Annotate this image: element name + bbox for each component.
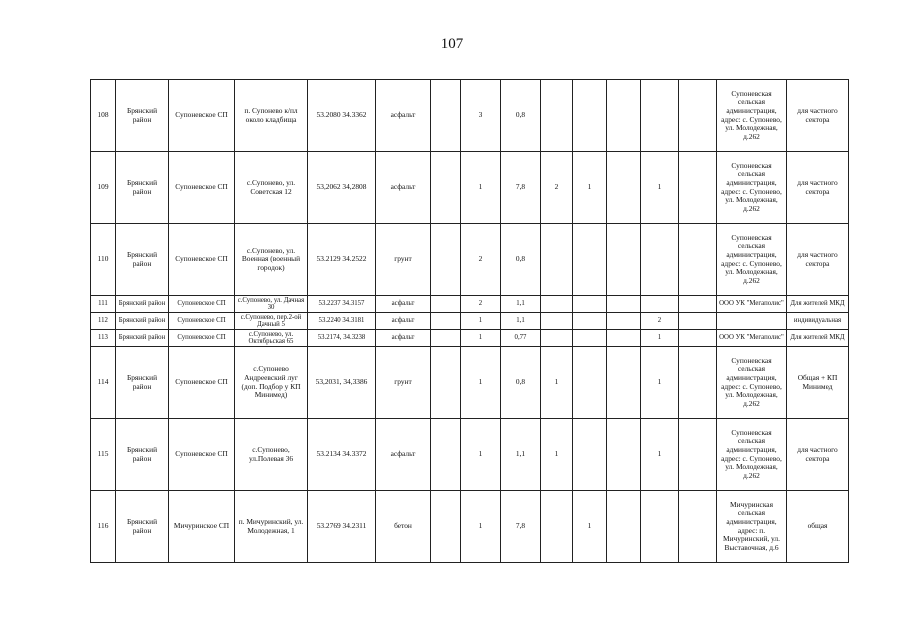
purpose-cell: для частного сектора	[787, 80, 849, 152]
volume-cell: 0,8	[501, 224, 541, 296]
containers-cell: 1	[461, 330, 501, 347]
count-cell	[431, 152, 461, 224]
row-number: 108	[91, 80, 116, 152]
extra-cell-5	[679, 296, 717, 313]
settlement-cell: Супоневское СП	[169, 347, 235, 419]
volume-cell: 0,8	[501, 347, 541, 419]
containers-cell: 1	[461, 419, 501, 491]
extra-cell-2	[573, 224, 607, 296]
extra-cell-4	[641, 80, 679, 152]
owner-cell: Супоневская сельская администрация, адрес: с. Супонево, ул. Молодежная, д.262	[717, 419, 787, 491]
volume-cell: 0,77	[501, 330, 541, 347]
extra-cell-4	[641, 296, 679, 313]
coordinates-cell: 53.2174, 34.3238	[308, 330, 376, 347]
table-row	[91, 419, 849, 491]
settlement-cell: Супоневское СП	[169, 224, 235, 296]
count-cell	[431, 419, 461, 491]
table-body	[91, 80, 849, 563]
purpose-cell: индивидуальная	[787, 313, 849, 330]
owner-cell: ООО УК "Мегаполис"	[717, 296, 787, 313]
containers-cell: 1	[461, 152, 501, 224]
table-row	[91, 80, 849, 152]
row-number: 111	[91, 296, 116, 313]
address-cell: п. Супонево к/пл около кладбища	[235, 80, 308, 152]
settlement-cell: Супоневское СП	[169, 296, 235, 313]
row-number: 115	[91, 419, 116, 491]
district-cell: Брянский район	[116, 152, 169, 224]
settlement-cell: Мичуринское СП	[169, 491, 235, 563]
extra-cell-3	[607, 296, 641, 313]
waste-sites-table	[90, 79, 849, 563]
district-cell: Брянский район	[116, 296, 169, 313]
coordinates-cell: 53.2240 34.3181	[308, 313, 376, 330]
count-cell	[431, 491, 461, 563]
district-cell: Брянский район	[116, 313, 169, 330]
extra-cell-5	[679, 313, 717, 330]
extra-cell-1	[541, 224, 573, 296]
coordinates-cell: 53.2080 34.3362	[308, 80, 376, 152]
settlement-cell: Супоневское СП	[169, 313, 235, 330]
containers-cell: 2	[461, 224, 501, 296]
table-row	[91, 224, 849, 296]
surface-cell: асфальт	[376, 80, 431, 152]
extra-cell-3	[607, 152, 641, 224]
row-number: 109	[91, 152, 116, 224]
extra-cell-4: 1	[641, 347, 679, 419]
extra-cell-2: 1	[573, 152, 607, 224]
owner-cell: Супоневская сельская администрация, адрес: с. Супонево, ул. Молодежная, д.262	[717, 152, 787, 224]
settlement-cell: Супоневское СП	[169, 419, 235, 491]
row-number: 116	[91, 491, 116, 563]
district-cell: Брянский район	[116, 80, 169, 152]
owner-cell: Супоневская сельская администрация, адрес: с. Супонево, ул. Молодежная, д.262	[717, 347, 787, 419]
surface-cell: бетон	[376, 491, 431, 563]
extra-cell-1: 1	[541, 419, 573, 491]
address-cell: с.Супонево, ул. Советская 12	[235, 152, 308, 224]
address-cell: п. Мичуринский, ул. Молодежная, 1	[235, 491, 308, 563]
extra-cell-3	[607, 330, 641, 347]
surface-cell: асфальт	[376, 313, 431, 330]
extra-cell-3	[607, 224, 641, 296]
surface-cell: асфальт	[376, 419, 431, 491]
containers-cell: 1	[461, 313, 501, 330]
extra-cell-4: 1	[641, 152, 679, 224]
coordinates-cell: 53.2134 34.3372	[308, 419, 376, 491]
table-row	[91, 491, 849, 563]
table-row	[91, 330, 849, 347]
row-number: 113	[91, 330, 116, 347]
district-cell: Брянский район	[116, 224, 169, 296]
extra-cell-2: 1	[573, 491, 607, 563]
extra-cell-2	[573, 330, 607, 347]
extra-cell-1	[541, 491, 573, 563]
owner-cell: Супоневская сельская администрация, адрес: с. Супонево, ул. Молодежная, д.262	[717, 224, 787, 296]
table-row	[91, 347, 849, 419]
purpose-cell: Для жителей МКД	[787, 330, 849, 347]
district-cell: Брянский район	[116, 491, 169, 563]
extra-cell-4	[641, 224, 679, 296]
extra-cell-3	[607, 80, 641, 152]
row-number: 110	[91, 224, 116, 296]
table-row	[91, 313, 849, 330]
count-cell	[431, 80, 461, 152]
district-cell: Брянский район	[116, 347, 169, 419]
count-cell	[431, 347, 461, 419]
extra-cell-1	[541, 296, 573, 313]
owner-cell: Супоневская сельская администрация, адрес: с. Супонево, ул. Молодежная, д.262	[717, 80, 787, 152]
extra-cell-5	[679, 224, 717, 296]
address-cell: с.Супонево, ул. Октябрьская 65	[235, 330, 308, 347]
extra-cell-5	[679, 419, 717, 491]
row-number: 114	[91, 347, 116, 419]
purpose-cell: Для жителей МКД	[787, 296, 849, 313]
extra-cell-3	[607, 491, 641, 563]
surface-cell: асфальт	[376, 152, 431, 224]
extra-cell-1	[541, 313, 573, 330]
volume-cell: 0,8	[501, 80, 541, 152]
extra-cell-1: 2	[541, 152, 573, 224]
table-row	[91, 152, 849, 224]
extra-cell-1: 1	[541, 347, 573, 419]
volume-cell: 1,1	[501, 296, 541, 313]
extra-cell-2	[573, 80, 607, 152]
settlement-cell: Супоневское СП	[169, 330, 235, 347]
extra-cell-4: 1	[641, 330, 679, 347]
surface-cell: асфальт	[376, 330, 431, 347]
extra-cell-5	[679, 347, 717, 419]
volume-cell: 1,1	[501, 313, 541, 330]
volume-cell: 7,8	[501, 152, 541, 224]
volume-cell: 1,1	[501, 419, 541, 491]
table-row	[91, 296, 849, 313]
surface-cell: грунт	[376, 347, 431, 419]
extra-cell-4	[641, 491, 679, 563]
extra-cell-3	[607, 313, 641, 330]
extra-cell-2	[573, 419, 607, 491]
extra-cell-5	[679, 330, 717, 347]
extra-cell-1	[541, 330, 573, 347]
extra-cell-3	[607, 419, 641, 491]
district-cell: Брянский район	[116, 419, 169, 491]
settlement-cell: Супоневское СП	[169, 80, 235, 152]
containers-cell: 1	[461, 491, 501, 563]
address-cell: с.Супонево, ул. Дачная 30	[235, 296, 308, 313]
purpose-cell: для частного сектора	[787, 152, 849, 224]
owner-cell: ООО УК "Мегаполис"	[717, 330, 787, 347]
extra-cell-5	[679, 80, 717, 152]
surface-cell: грунт	[376, 224, 431, 296]
coordinates-cell: 53,2062 34,2808	[308, 152, 376, 224]
coordinates-cell: 53.2237 34.3157	[308, 296, 376, 313]
district-cell: Брянский район	[116, 330, 169, 347]
owner-cell	[717, 313, 787, 330]
purpose-cell: для частного сектора	[787, 224, 849, 296]
containers-cell: 2	[461, 296, 501, 313]
surface-cell: асфальт	[376, 296, 431, 313]
extra-cell-2	[573, 313, 607, 330]
count-cell	[431, 296, 461, 313]
purpose-cell: Общая + КП Минимед	[787, 347, 849, 419]
owner-cell: Мичуринская сельская администрация, адрес: п. Мичуринский, ул. Выставочная, д.6	[717, 491, 787, 563]
extra-cell-1	[541, 80, 573, 152]
extra-cell-4: 1	[641, 419, 679, 491]
count-cell	[431, 330, 461, 347]
page-number: 107	[440, 36, 464, 52]
coordinates-cell: 53.2769 34.2311	[308, 491, 376, 563]
address-cell: с.Супонево, ул. Военная (военный городок)	[235, 224, 308, 296]
extra-cell-5	[679, 152, 717, 224]
extra-cell-3	[607, 347, 641, 419]
containers-cell: 1	[461, 347, 501, 419]
extra-cell-4: 2	[641, 313, 679, 330]
volume-cell: 7,8	[501, 491, 541, 563]
purpose-cell: общая	[787, 491, 849, 563]
address-cell: с.Супонево, ул.Полевая 36	[235, 419, 308, 491]
coordinates-cell: 53.2129 34.2522	[308, 224, 376, 296]
settlement-cell: Супоневское СП	[169, 152, 235, 224]
coordinates-cell: 53,2031, 34,3386	[308, 347, 376, 419]
address-cell: с.Супонево, пер.2-ой Дачный 5	[235, 313, 308, 330]
count-cell	[431, 224, 461, 296]
extra-cell-5	[679, 491, 717, 563]
address-cell: с.Супонево Андреевский луг (доп. Подбор у КП Минимед)	[235, 347, 308, 419]
extra-cell-2	[573, 347, 607, 419]
row-number: 112	[91, 313, 116, 330]
containers-cell: 3	[461, 80, 501, 152]
purpose-cell: для частного сектора	[787, 419, 849, 491]
extra-cell-2	[573, 296, 607, 313]
count-cell	[431, 313, 461, 330]
